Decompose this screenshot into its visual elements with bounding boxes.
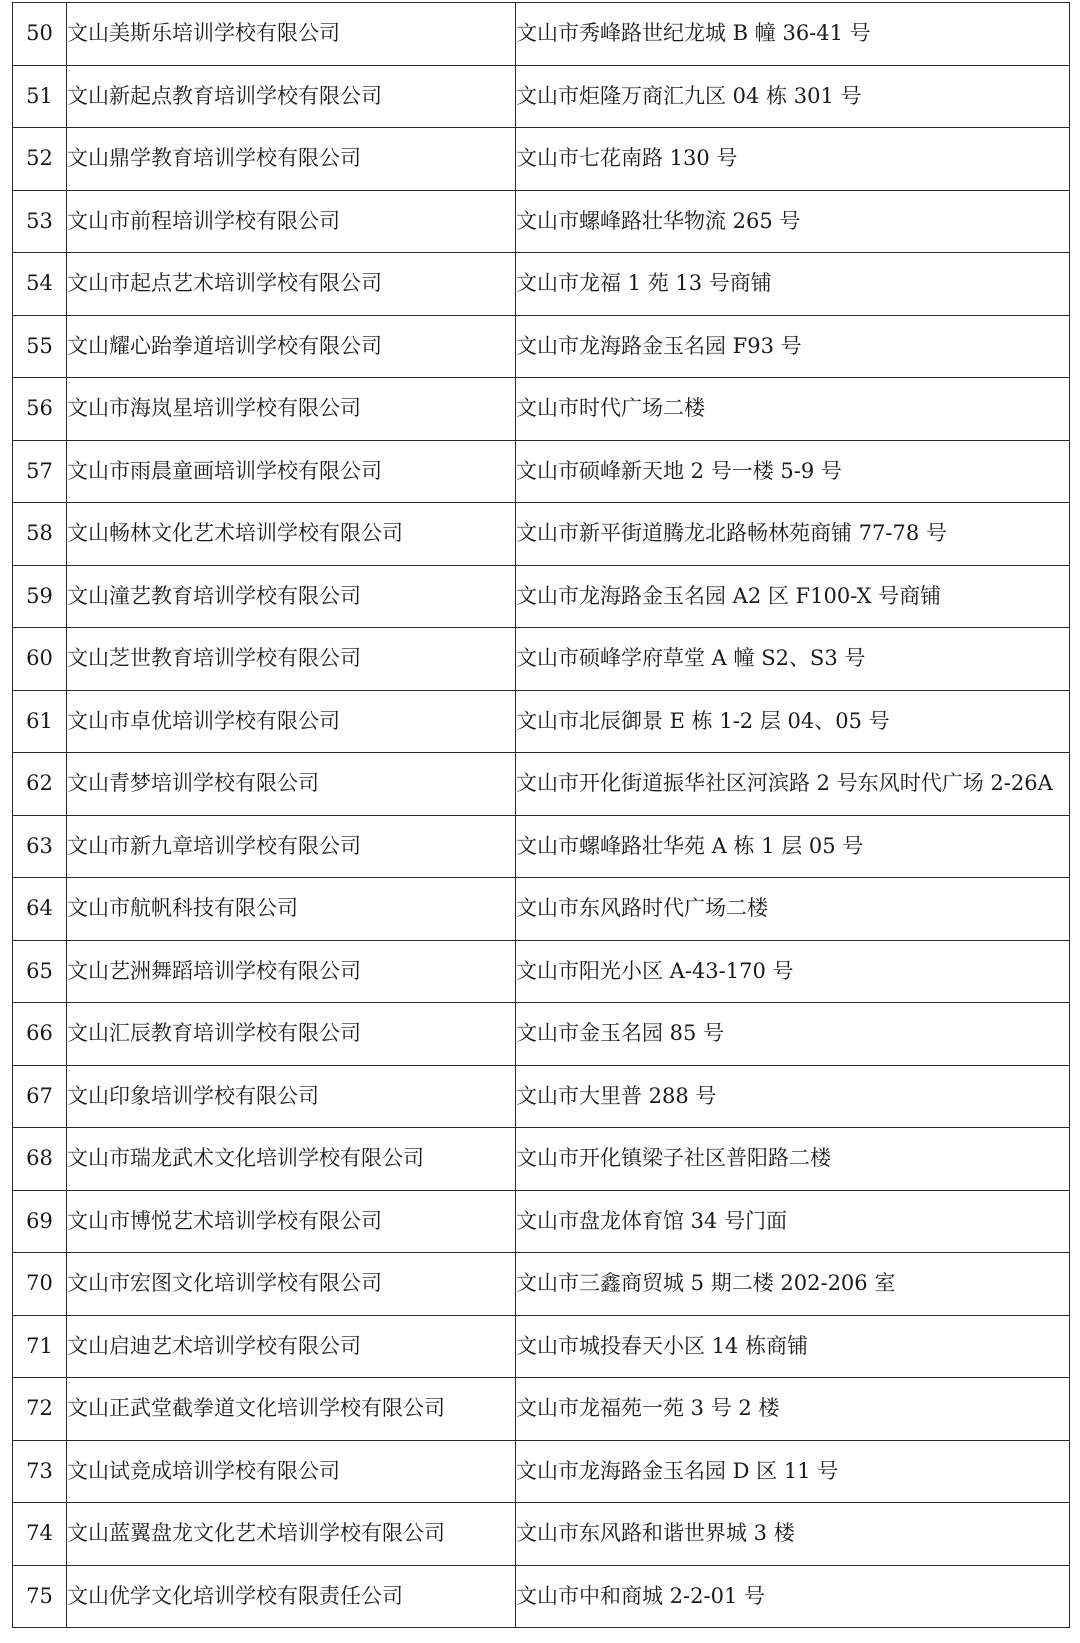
school-name-cell: 文山青梦培训学校有限公司 <box>67 753 516 816</box>
row-number-cell: 72 <box>13 1378 67 1441</box>
row-number-cell: 53 <box>13 190 67 253</box>
address-cell: 文山市龙福苑一苑 3 号 2 楼 <box>516 1378 1070 1441</box>
address-cell: 文山市龙海路金玉名园 D 区 11 号 <box>516 1440 1070 1503</box>
table-row <box>13 690 1070 753</box>
school-name-cell: 文山蓝翼盘龙文化艺术培训学校有限公司 <box>67 1503 516 1566</box>
row-number-cell: 59 <box>13 565 67 628</box>
school-name-cell: 文山正武堂截拳道文化培训学校有限公司 <box>67 1378 516 1441</box>
address-cell: 文山市七花南路 130 号 <box>516 128 1070 191</box>
roster-table-body <box>13 3 1070 1628</box>
school-name-cell: 文山鼎学教育培训学校有限公司 <box>67 128 516 191</box>
row-number-cell: 56 <box>13 378 67 441</box>
table-row <box>13 503 1070 566</box>
school-name-cell: 文山市瑞龙武术文化培训学校有限公司 <box>67 1128 516 1191</box>
school-name-cell: 文山市宏图文化培训学校有限公司 <box>67 1253 516 1316</box>
row-number-cell: 50 <box>13 3 67 66</box>
school-roster-table <box>12 2 1070 1628</box>
school-name-cell: 文山市雨晨童画培训学校有限公司 <box>67 440 516 503</box>
school-name-cell: 文山优学文化培训学校有限责任公司 <box>67 1565 516 1628</box>
row-number-cell: 68 <box>13 1128 67 1191</box>
row-number-cell: 66 <box>13 1003 67 1066</box>
row-number-cell: 57 <box>13 440 67 503</box>
table-row <box>13 1003 1070 1066</box>
table-row <box>13 1378 1070 1441</box>
address-cell: 文山市螺峰路壮华苑 A 栋 1 层 05 号 <box>516 815 1070 878</box>
table-row <box>13 3 1070 66</box>
row-number-cell: 69 <box>13 1190 67 1253</box>
row-number-cell: 58 <box>13 503 67 566</box>
table-row <box>13 565 1070 628</box>
table-row <box>13 315 1070 378</box>
address-cell: 文山市北辰御景 E 栋 1-2 层 04、05 号 <box>516 690 1070 753</box>
address-cell: 文山市龙福 1 苑 13 号商铺 <box>516 253 1070 316</box>
address-cell: 文山市开化街道振华社区河滨路 2 号东风时代广场 2-26A <box>516 753 1070 816</box>
school-name-cell: 文山市博悦艺术培训学校有限公司 <box>67 1190 516 1253</box>
school-name-cell: 文山市新九章培训学校有限公司 <box>67 815 516 878</box>
table-row <box>13 1315 1070 1378</box>
school-name-cell: 文山市海岚星培训学校有限公司 <box>67 378 516 441</box>
address-cell: 文山市阳光小区 A-43-170 号 <box>516 940 1070 1003</box>
row-number-cell: 65 <box>13 940 67 1003</box>
school-name-cell: 文山美斯乐培训学校有限公司 <box>67 3 516 66</box>
address-cell: 文山市龙海路金玉名园 F93 号 <box>516 315 1070 378</box>
school-name-cell: 文山潼艺教育培训学校有限公司 <box>67 565 516 628</box>
table-row <box>13 253 1070 316</box>
row-number-cell: 51 <box>13 65 67 128</box>
table-row <box>13 378 1070 441</box>
school-name-cell: 文山市卓优培训学校有限公司 <box>67 690 516 753</box>
row-number-cell: 61 <box>13 690 67 753</box>
table-row <box>13 815 1070 878</box>
school-name-cell: 文山耀心跆拳道培训学校有限公司 <box>67 315 516 378</box>
row-number-cell: 73 <box>13 1440 67 1503</box>
address-cell: 文山市三鑫商贸城 5 期二楼 202-206 室 <box>516 1253 1070 1316</box>
row-number-cell: 55 <box>13 315 67 378</box>
table-row <box>13 1503 1070 1566</box>
address-cell: 文山市大里普 288 号 <box>516 1065 1070 1128</box>
address-cell: 文山市东风路和谐世界城 3 楼 <box>516 1503 1070 1566</box>
address-cell: 文山市盘龙体育馆 34 号门面 <box>516 1190 1070 1253</box>
address-cell: 文山市时代广场二楼 <box>516 378 1070 441</box>
address-cell: 文山市城投春天小区 14 栋商铺 <box>516 1315 1070 1378</box>
table-row <box>13 1065 1070 1128</box>
school-name-cell: 文山芝世教育培训学校有限公司 <box>67 628 516 691</box>
school-name-cell: 文山市起点艺术培训学校有限公司 <box>67 253 516 316</box>
row-number-cell: 52 <box>13 128 67 191</box>
address-cell: 文山市开化镇梁子社区普阳路二楼 <box>516 1128 1070 1191</box>
table-row <box>13 1128 1070 1191</box>
row-number-cell: 67 <box>13 1065 67 1128</box>
row-number-cell: 64 <box>13 878 67 941</box>
table-row <box>13 128 1070 191</box>
table-row <box>13 878 1070 941</box>
row-number-cell: 75 <box>13 1565 67 1628</box>
row-number-cell: 70 <box>13 1253 67 1316</box>
address-cell: 文山市龙海路金玉名园 A2 区 F100-X 号商铺 <box>516 565 1070 628</box>
row-number-cell: 63 <box>13 815 67 878</box>
table-row <box>13 1565 1070 1628</box>
school-name-cell: 文山市航帆科技有限公司 <box>67 878 516 941</box>
school-name-cell: 文山试竞成培训学校有限公司 <box>67 1440 516 1503</box>
table-row <box>13 753 1070 816</box>
row-number-cell: 71 <box>13 1315 67 1378</box>
address-cell: 文山市金玉名园 85 号 <box>516 1003 1070 1066</box>
school-name-cell: 文山新起点教育培训学校有限公司 <box>67 65 516 128</box>
row-number-cell: 62 <box>13 753 67 816</box>
row-number-cell: 60 <box>13 628 67 691</box>
table-row <box>13 1253 1070 1316</box>
table-row <box>13 1440 1070 1503</box>
address-cell: 文山市螺峰路壮华物流 265 号 <box>516 190 1070 253</box>
table-row <box>13 440 1070 503</box>
table-row <box>13 65 1070 128</box>
school-name-cell: 文山市前程培训学校有限公司 <box>67 190 516 253</box>
address-cell: 文山市硕峰学府草堂 A 幢 S2、S3 号 <box>516 628 1070 691</box>
table-row <box>13 1190 1070 1253</box>
school-name-cell: 文山汇辰教育培训学校有限公司 <box>67 1003 516 1066</box>
school-name-cell: 文山畅林文化艺术培训学校有限公司 <box>67 503 516 566</box>
address-cell: 文山市炬隆万商汇九区 04 栋 301 号 <box>516 65 1070 128</box>
row-number-cell: 54 <box>13 253 67 316</box>
table-row <box>13 190 1070 253</box>
address-cell: 文山市东风路时代广场二楼 <box>516 878 1070 941</box>
table-row <box>13 940 1070 1003</box>
address-cell: 文山市新平街道腾龙北路畅林苑商铺 77-78 号 <box>516 503 1070 566</box>
school-name-cell: 文山艺洲舞蹈培训学校有限公司 <box>67 940 516 1003</box>
school-name-cell: 文山启迪艺术培训学校有限公司 <box>67 1315 516 1378</box>
row-number-cell: 74 <box>13 1503 67 1566</box>
table-row <box>13 628 1070 691</box>
school-name-cell: 文山印象培训学校有限公司 <box>67 1065 516 1128</box>
address-cell: 文山市秀峰路世纪龙城 B 幢 36-41 号 <box>516 3 1070 66</box>
document-page <box>12 2 1070 1628</box>
address-cell: 文山市硕峰新天地 2 号一楼 5-9 号 <box>516 440 1070 503</box>
address-cell: 文山市中和商城 2-2-01 号 <box>516 1565 1070 1628</box>
